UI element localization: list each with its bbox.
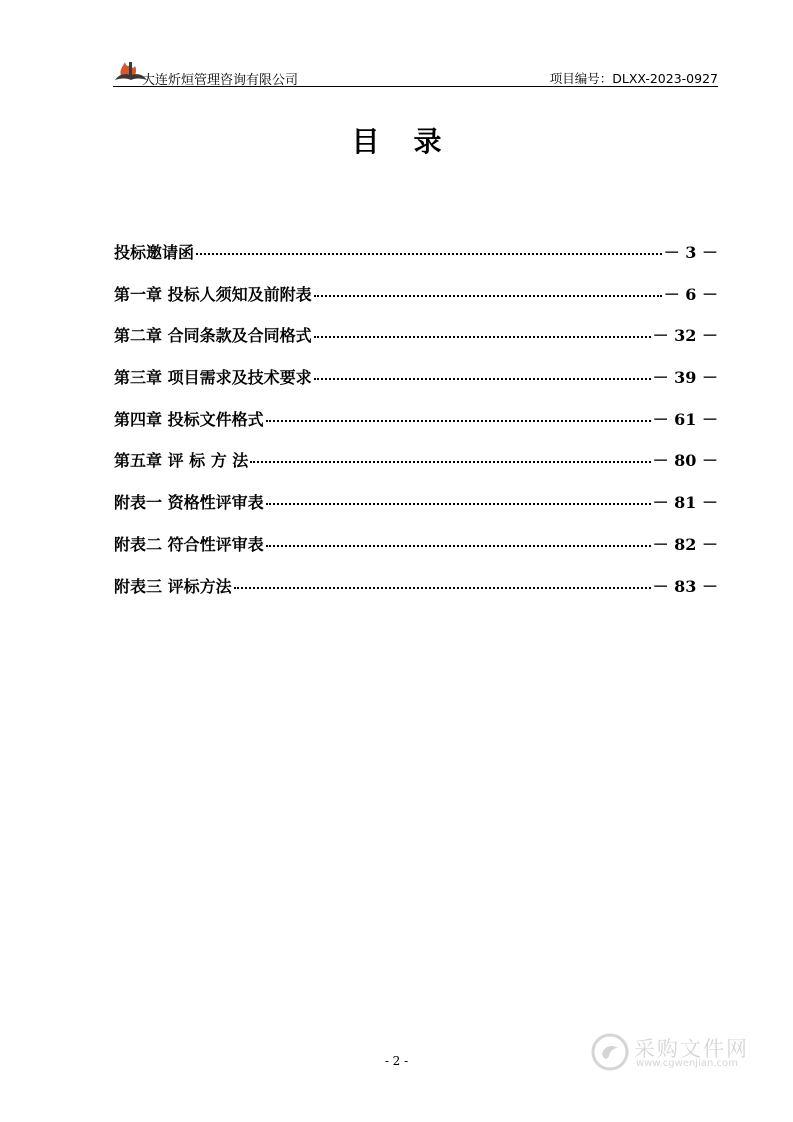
toc-entry-label: 投标邀请函 bbox=[114, 243, 195, 262]
toc-entry[interactable] bbox=[114, 574, 718, 616]
toc-entry[interactable] bbox=[114, 532, 718, 574]
toc-entry-label: 附表一 资格性评审表 bbox=[114, 493, 264, 513]
page-header bbox=[113, 56, 718, 87]
table-of-contents bbox=[114, 240, 718, 615]
toc-entry[interactable] bbox=[114, 490, 718, 532]
toc-entry-label: 第三章 项目需求及技术要求 bbox=[114, 368, 312, 388]
toc-entry-page: － 80 － bbox=[652, 451, 718, 471]
toc-entry-label: 第二章 合同条款及合同格式 bbox=[114, 326, 312, 346]
page-number: - 2 - bbox=[384, 1054, 409, 1068]
toc-entry[interactable] bbox=[114, 365, 718, 407]
toc-entry[interactable] bbox=[114, 448, 718, 490]
toc-leader-dots bbox=[250, 461, 650, 463]
toc-entry[interactable] bbox=[114, 282, 718, 324]
toc-leader-dots bbox=[314, 295, 662, 297]
toc-leader-dots bbox=[314, 336, 651, 338]
toc-entry-page: － 6 － bbox=[663, 284, 718, 304]
toc-entry-page: － 39 － bbox=[652, 368, 718, 388]
toc-leader-dots bbox=[314, 378, 651, 380]
toc-entry-label: 附表三 评标方法 bbox=[114, 576, 232, 596]
toc-leader-dots bbox=[234, 587, 651, 589]
toc-leader-dots bbox=[266, 420, 651, 422]
page-title: 目录 bbox=[351, 125, 476, 158]
toc-entry-label: 附表二 符合性评审表 bbox=[114, 534, 264, 554]
watermark-url: www.cgwenjian.com bbox=[636, 1058, 738, 1069]
project-code: 项目编号：DLXX-2023-0927 bbox=[549, 71, 718, 86]
watermark-logo-icon bbox=[590, 1032, 630, 1072]
watermark bbox=[590, 1030, 750, 1074]
company-name: 大连炘烜管理咨询有限公司 bbox=[142, 73, 299, 88]
toc-entry-page: － 83 － bbox=[652, 576, 718, 596]
toc-entry-page: － 81 － bbox=[652, 493, 718, 513]
toc-entry-label: 第四章 投标文件格式 bbox=[114, 409, 264, 429]
toc-entry[interactable] bbox=[114, 240, 718, 282]
toc-entry-page: － 32 － bbox=[652, 326, 718, 346]
toc-entry-label: 第五章 评 标 方 法 bbox=[114, 451, 249, 471]
toc-entry-page: － 61 － bbox=[652, 409, 718, 429]
toc-entry-page: － 82 － bbox=[652, 534, 718, 554]
toc-entry[interactable] bbox=[114, 407, 718, 449]
toc-leader-dots bbox=[196, 253, 662, 255]
toc-leader-dots bbox=[266, 545, 651, 547]
toc-leader-dots bbox=[266, 503, 651, 505]
toc-entry-page: － 3 － bbox=[663, 243, 718, 262]
toc-entry-label: 第一章 投标人须知及前附表 bbox=[114, 284, 312, 304]
toc-entry[interactable] bbox=[114, 323, 718, 365]
watermark-name: 采购文件网 bbox=[634, 1037, 749, 1061]
